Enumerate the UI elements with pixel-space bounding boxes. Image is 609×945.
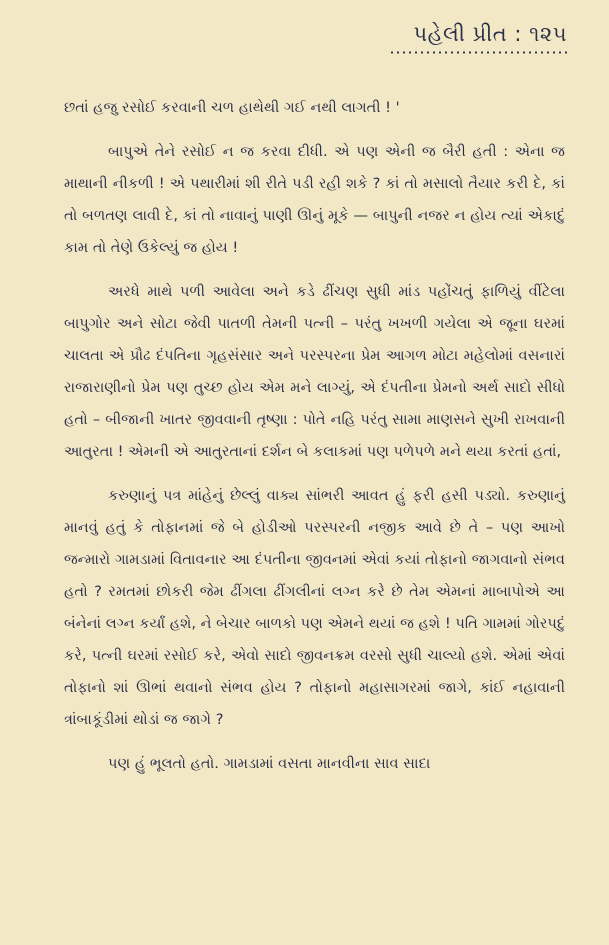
paragraph: બાપુએ તેને રસોઈ ન જ કરવા દીધી. એ પણ એની જ બૈરી હતી : એના જ માથાની નીકળી ! એ પથારીમાં શી રીતે પડી રહી શકે ? કાં તો મસાલો તૈયાર કરી દે, કાં તો બળતણ લાવી દે, કાં તો નાવાનું પાણી ઊનું મૂકે — બાપુની નજર ન હોય ત્યાં એકાદું કામ તો તેણે ઉકેલ્યું જ હોય ! <box>64 143 565 256</box>
body-text <box>64 92 565 780</box>
page-header-title: પહેલી પ્રીત : ૧૨૫ <box>413 22 567 46</box>
paragraph: છતાં હજુ રસોઈ કરવાની ચળ હાથેથી ગઈ નથી લાગતી ! ' <box>64 99 400 116</box>
paragraph: પણ હું ભૂલતો હતો. ગામડામાં વસતા માનવીના સાવ સાદા <box>108 755 431 772</box>
paragraph: અરધે માથે પળી આવેલા અને કડે ઢીંચણ સુધી માંડ પહોંચતું ફાળિયું વીંટેલા બાપુગોર અને સોટા જેવી પાતળી તેમની પત્ની – પરંતુ ખખળી ગયેલા એ જૂના ઘરમાં ચાલતા એ પ્રૌઢ દંપતિના ગૃહસંસાર અને પરસ્પરના પ્રેમ આગળ મોટા મહેલોમાં વસનારાં રાજારાણીનો પ્રેમ પણ તુચ્છ હોય એમ મને લાગ્યું, એ દંપતીના પ્રેમનો અર્થ સાદો સીધો હતો – બીજાની ખાતર જીવવાની તૃષ્ણા : પોતે નહિ પરંતુ સામા માણસને સુખી રાખવાની આતુરતા ! એમની એ આતુરતાનાં દર્શન બે કલાકમાં પણ પળેપળે મને થયા કરતાં હતાં, <box>64 283 565 460</box>
running-head <box>389 22 567 54</box>
header-dotted-rule <box>389 51 567 54</box>
paragraph: કરુણાનું પત્ર માંહેનું છેલ્લું વાક્ય સાંભરી આવત હું ફરી હસી પડ્યો. કરુણાનું માનવું હતું કે તોફાનમાં જે બે હોડીઓ પરસ્પરની નજીક આવે છે તે – પણ આખો જન્મારો ગામડામાં વિતાવનાર આ દંપતીના જીવનમાં એવાં કયાં તોફાનો જાગવાનો સંભવ હતો ? રમતમાં છોકરી જેમ ઢીંગલા ઢીંગલીનાં લગ્ન કરે છે તેમ એમનાં માબાપોએ આ બંનેનાં લગ્ન કર્યાં હશે, ને બેચાર બાળકો પણ એમને થયાં જ હશે ! પતિ ગામમાં ગોરપદું કરે, પત્ની ઘરમાં રસોઈ કરે, એવો સાદો જીવનક્રમ વરસો સુધી ચાલ્યો હશે. એમાં એવાં તોફાનો શાં ઊભાં થવાનો સંભવ હોય ? તોફાનો મહાસાગરમાં જાગે, કાંઈ નહાવાની ત્રાંબાકૂંડીમાં થોડાં જ જાગે ? <box>64 487 565 728</box>
